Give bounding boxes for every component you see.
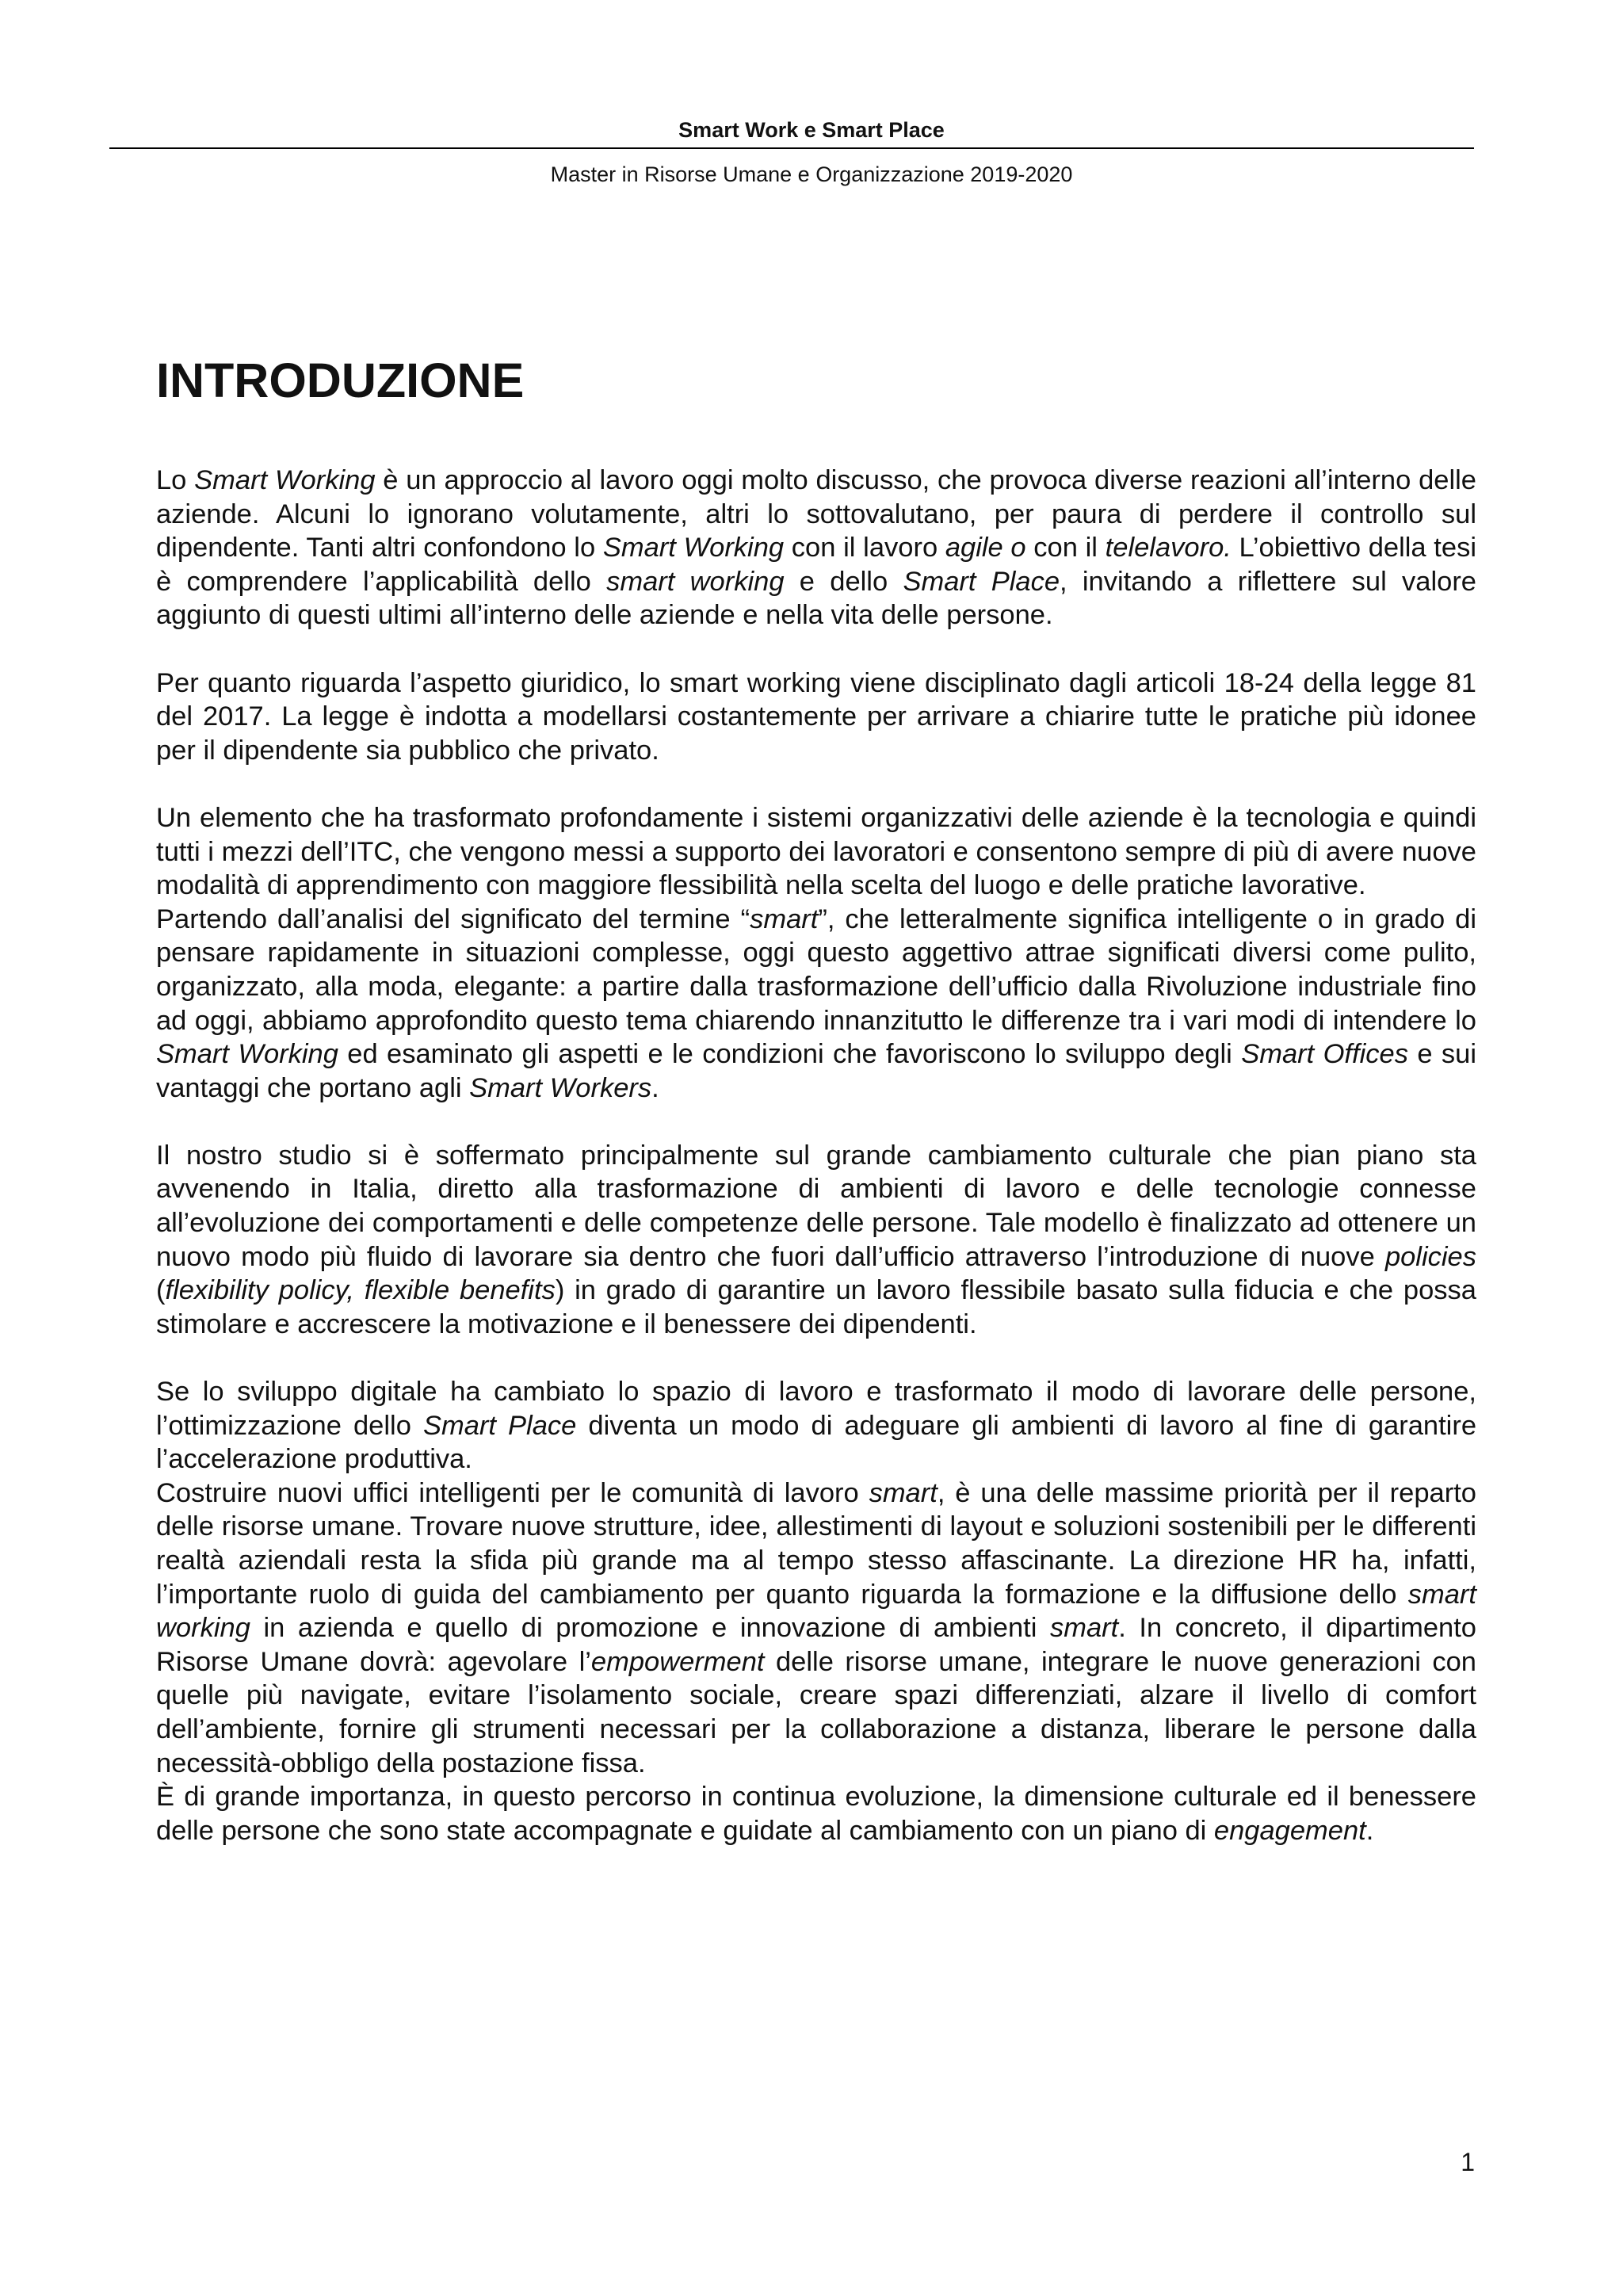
text-run: diventa un modo di adeguare gli ambienti di lavoro al fine di garantire l’accelerazione produttiva. — [156, 1410, 1477, 1475]
italic-run: Smart Workers — [469, 1072, 652, 1103]
text-run: L’obiettivo della tesi è comprendere l’applicabilità dello — [156, 533, 1476, 597]
paragraph-5 — [156, 1139, 1476, 1342]
text-run: Se lo sviluppo digitale ha cambiato lo spazio di lavoro e trasformato il modo di lavorare delle persone, l’ottimizzazione dello — [156, 1377, 1476, 1441]
italic-run: Smart Working — [156, 1039, 338, 1070]
italic-run: Smart Working — [602, 533, 785, 563]
paragraph-1 — [156, 464, 1476, 632]
header-rule — [109, 147, 1474, 149]
text-run: Per quanto riguarda l’aspetto giuridico, lo smart working viene disciplinato dagli articoli 18-24 della legge 81 del 2017. La legge è indotta a modellarsi costantemente per arrivare a chiarire tutte le pratiche più idonee per il dipendente sia pubblico che privato. — [156, 667, 1476, 766]
text-run: . — [1365, 1815, 1374, 1846]
italic-run: Smart Place — [422, 1410, 577, 1441]
text-run: . In concreto, il dipartimento Risorse Umane dovrà: agevolare l’ — [156, 1613, 1476, 1677]
paragraph-4 — [156, 903, 1476, 1106]
paragraph-6 — [156, 1375, 1476, 1477]
text-run: ”, che letteralmente significa intelligente o in grado di pensare rapidamente in situazioni complesse, oggi questo aggettivo attrae significati diversi come pulito, organizzato, alla moda, elegante: a partire dalla trasformazione dell’ufficio dalla Rivoluzione industriale fino ad oggi, abbiamo approfondito questo tema chiarendo innanzitutto le differenze tra i vari modi di intendere lo — [156, 904, 1476, 1036]
text-run: con il lavoro — [784, 533, 945, 563]
italic-run: policies — [1384, 1241, 1476, 1272]
text-run: Partendo dall’analisi del significato del termine “ — [156, 904, 750, 934]
paragraph-3 — [156, 801, 1476, 903]
italic-run: smart working — [606, 566, 785, 597]
text-run: Un elemento che ha trasformato profondamente i sistemi organizzativi delle aziende è la tecnologia e quindi tutti i mezzi dell’ITC, che vengono messi a supporto dei lavoratori e consentono sempre di più di avere nuove modalità di apprendimento con maggiore flessibilità nella scelta del luogo e delle pratiche lavorative. — [156, 802, 1476, 901]
italic-run: flexibility policy, flexible benefits — [165, 1275, 556, 1306]
text-run: . — [651, 1072, 659, 1103]
italic-run: engagement — [1213, 1815, 1366, 1846]
text-run: , invitando a riflettere sul valore aggiunto di questi ultimi all’interno delle aziende e nella vita delle persone. — [156, 566, 1476, 631]
body-text — [156, 464, 1476, 1847]
text-run: ed esaminato gli aspetti e le condizioni che favoriscono lo sviluppo degli — [338, 1039, 1242, 1070]
header-subtitle: Master in Risorse Umane e Organizzazione 2019-2020 — [550, 162, 1073, 186]
text-run: Il nostro studio si è soffermato principalmente sul grande cambiamento culturale che pian piano sta avvenendo in Italia, diretto alla trasformazione di ambienti di lavoro e delle tecnologie connesse all’evoluzione dei comportamenti e delle competenze delle persone. Tale modello è finalizzato ad ottenere un nuovo modo più fluido di lavorare sia dentro che fuori dall’ufficio attraverso l’introduzione di nuove — [156, 1140, 1476, 1272]
italic-run: telelavoro. — [1105, 533, 1232, 563]
text-run: è un approccio al lavoro oggi molto discusso, che provoca diverse reazioni all’interno delle aziende. Alcuni lo ignorano volutamente, altri lo sottovalutano, per paura di perdere il controllo sul dipendente. Tanti altri confondono lo — [156, 465, 1476, 563]
header-title: Smart Work e Smart Place — [678, 118, 945, 142]
paragraph-2 — [156, 667, 1476, 768]
italic-run: smart — [869, 1477, 938, 1508]
paragraph-7 — [156, 1477, 1476, 1780]
text-run: ) in grado di garantire un lavoro flessibile basato sulla fiducia e che possa stimolare e accrescere la motivazione e il benessere dei dipendenti. — [156, 1275, 1476, 1339]
text-run: , è una delle massime priorità per il reparto delle risorse umane. Trovare nuove strutture, idee, allestimenti di layout e soluzioni sostenibili per le differenti realtà aziendali resta la sfida più grande ma al tempo stesso affascinante. La direzione HR ha, infatti, l’importante ruolo di guida del cambiamento per quanto riguarda la formazione e la diffusione dello — [156, 1477, 1476, 1610]
italic-run: empowerment — [590, 1646, 765, 1677]
text-run: È di grande importanza, in questo percorso in continua evoluzione, la dimensione culturale ed il benessere delle persone che sono state accompagnate e guidate al cambiamento con un piano di — [156, 1782, 1476, 1846]
italic-run: Smart Offices — [1241, 1039, 1408, 1070]
text-run: con il — [1025, 533, 1106, 563]
text-run: Lo — [156, 465, 195, 495]
italic-run: Smart Working — [194, 465, 376, 495]
text-run: e dello — [784, 566, 903, 597]
text-run: in azienda e quello di promozione e innovazione di ambienti — [250, 1613, 1050, 1644]
section-heading: INTRODUZIONE — [156, 353, 525, 407]
text-run: delle risorse umane, integrare le nuove generazioni con quelle più navigate, evitare l’isolamento sociale, creare spazi differenziati, alzare il livello di comfort dell’ambiente, fornire gli strumenti necessari per la collaborazione a distanza, liberare le persone dalla necessità-obbligo della postazione fissa. — [156, 1646, 1476, 1778]
italic-run: agile o — [945, 533, 1026, 563]
text-run: Costruire nuovi uffici intelligenti per le comunità di lavoro — [156, 1477, 869, 1508]
page-number: 1 — [1461, 2148, 1475, 2176]
italic-run: smart — [1049, 1613, 1119, 1644]
paragraph-8 — [156, 1780, 1476, 1847]
italic-run: smart working — [156, 1579, 1476, 1644]
text-run: ( — [156, 1275, 166, 1306]
text-run: e sui vantaggi che portano agli — [156, 1039, 1476, 1103]
italic-run: smart — [750, 904, 819, 934]
italic-run: Smart Place — [903, 566, 1060, 597]
